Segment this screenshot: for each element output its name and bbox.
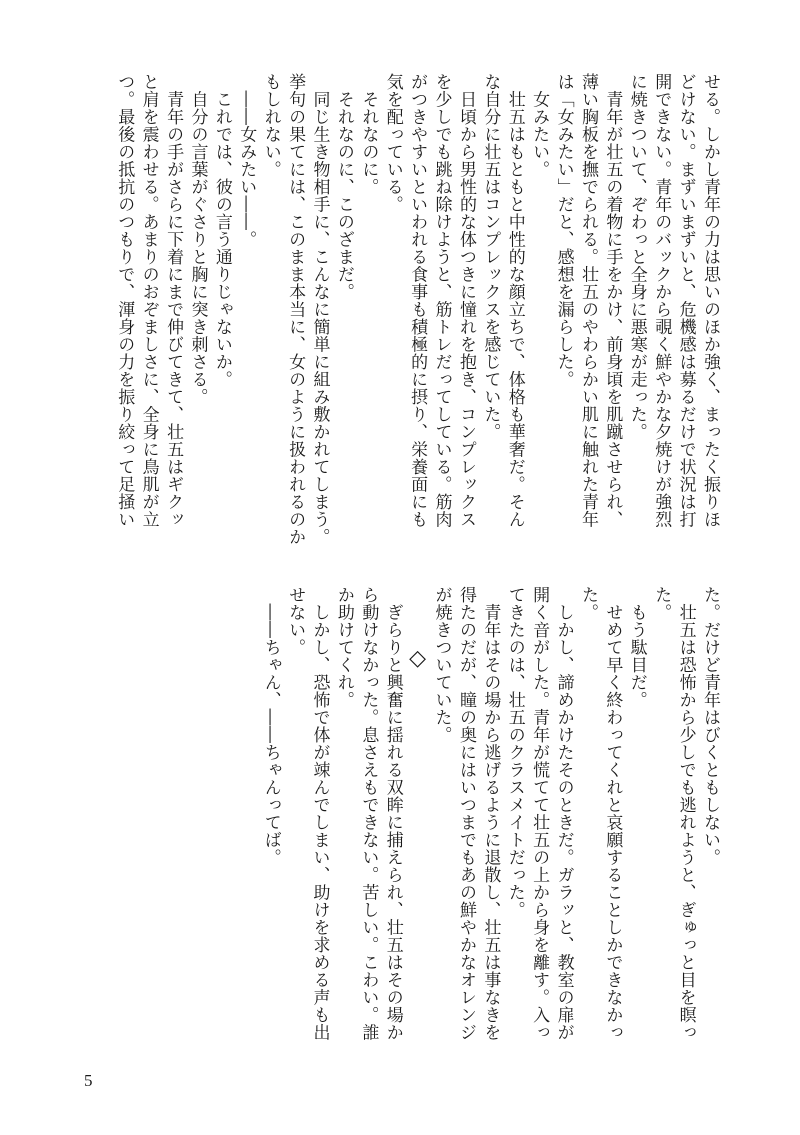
text-column: つ。最後の抵抗のつもりで、渾身の力を振り絞って足掻い [114,73,135,528]
text-column: それなのに。 [358,73,379,196]
text-column: 青年が壮五の着物に手をかけ、前身頃を肌蹴させられ、 [602,73,623,528]
text-column: か助けてくれ。 [333,586,354,709]
text-column: せない。 [285,586,306,656]
text-column: 青年はその場から逃げるように退散し、壮五は事なきを [480,586,501,1041]
text-column: しかし、諦めかけたそのときだ。ガラッと、教室の扉が [553,586,574,1041]
text-column: は「女みたい」だと、感想を漏らした。 [553,73,574,388]
text-column: ――ちゃん、――ちゃんってば。 [260,586,281,866]
text-column: 自分の言葉がぐさりと胸に突き刺さる。 [187,73,208,406]
text-column: どけない。まずいまずいと、危機感は募るだけで状況は打 [675,73,696,528]
page-number: 5 [84,1071,93,1090]
text-column: 日頃から男性的な体つきに憧れを抱き、コンプレックス [455,73,476,528]
text-column: 女みたい。 [529,73,550,178]
text-column: を少しでも跳ね除けようと、筋トレだってしている。筋肉 [431,73,452,528]
upper-text-block [114,73,722,558]
text-column: てきたのは、壮五のクラスメイトだった。 [504,586,525,919]
text-column: 開く音がした。青年が慌てて壮五の上から身を離す。入っ [529,586,550,1041]
text-column: ら動けなかった。息さえもできない。苦しい。こわい。誰 [358,586,379,1041]
text-column: 青年の手がさらに下着にまで伸びてきて、壮五はギクッ [163,73,184,528]
text-column: と肩を震わせる。あまりのおぞましさに、全身に鳥肌が立 [138,73,159,528]
text-column: 開できない。青年のバックから覗く鮮やかな夕焼けが強烈 [651,73,672,528]
text-column: 気を配っている。 [382,73,403,213]
text-column: に焼きついて、ぞわっと全身に悪寒が走った。 [626,73,647,441]
text-column: ――女みたい――。 [236,73,257,248]
lower-text-block [82,586,722,1071]
text-column: 同じ生き物相手に、こんなに簡単に組み敷かれてしまう。 [309,73,330,546]
text-column: これでは、彼の言う通りじゃないか。 [211,73,232,388]
text-column: 得たのだが、瞳の奥にはいつまでもあの鮮やかなオレンジ [455,586,476,1041]
text-column: せる。しかし青年の力は思いのほか強く、まったく振りほ [700,73,720,528]
text-column: がつきやすいといわれる食事も積極的に摂り、栄養面にも [407,73,428,528]
text-column: た。だけど青年はびくともしない。 [700,586,720,866]
text-column: しかし、恐怖で体が竦んでしまい、助けを求める声も出 [309,586,330,1041]
text-column: それなのに、このざまだ。 [333,73,354,301]
text-column: 薄い胸板を撫でられる。壮五のやわらかい肌に触れた青年 [577,73,598,528]
text-column: が焼きついていた。 [431,586,452,744]
text-column: もう駄目だ。 [626,586,647,709]
section-separator: ◇ [405,646,431,672]
text-column: た。 [651,586,672,621]
text-column: 挙句の果てには、このまま本当に、女のように扱われるのか [285,73,306,546]
text-column: 壮五は恐怖から少しでも逃れようと、ぎゅっと目を瞑っ [675,586,696,1041]
text-column: た。 [577,586,598,621]
text-column: せめて早く終わってくれと哀願することしかできなかっ [602,586,623,1041]
text-column: もしれない。 [260,73,281,178]
text-column: な自分に壮五はコンプレックスを感じていた。 [480,73,501,441]
text-column: ぎらりと興奮に揺れる双眸に捕えられ、壮五はその場か [382,586,403,1041]
text-column: 壮五はもともと中性的な顔立ちで、体格も華奢だ。そん [504,73,525,528]
